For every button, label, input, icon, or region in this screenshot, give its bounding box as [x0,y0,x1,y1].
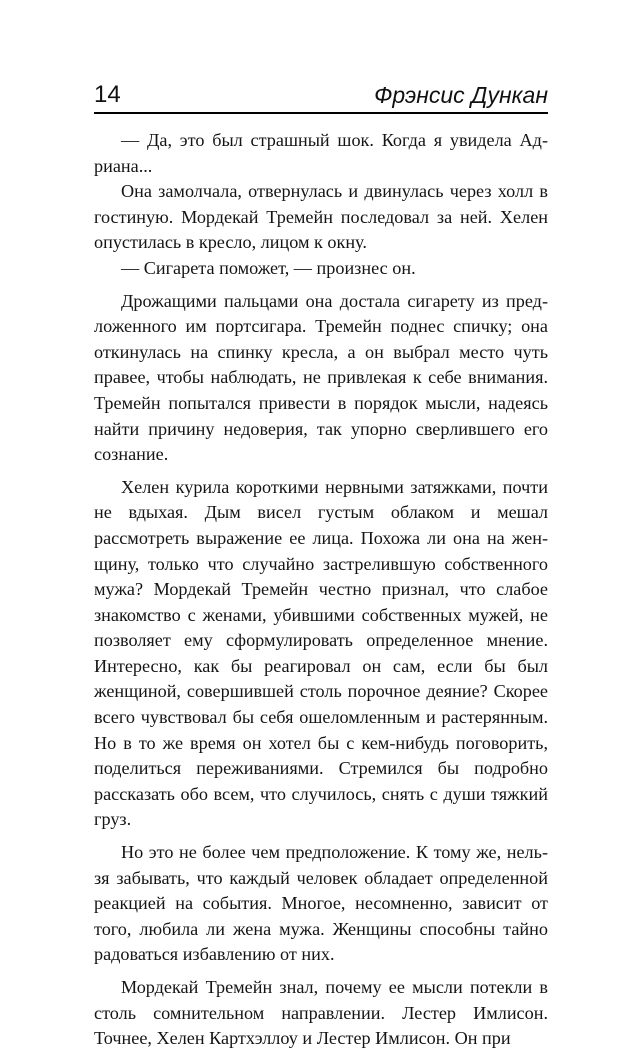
text-body [94,128,548,1052]
paragraph: Мордекай Тремейн знал, почему ее мысли потекли в столь сомнительном направлении. Лестер Имлисон. Точнее, Хелен Картхэллоу и Лестер Имлисон. Он при [94,977,548,1049]
paragraph: Она замолчала, отвернулась и двинулась через холл в гостиную. Мордекай Тремейн последовал за ней. Хелен опустилась в кресло, лицом к окну. [94,181,548,253]
page-number: 14 [94,81,121,108]
paragraph: Дрожащими пальцами она достала сигарету из предложенного им портсигара. Тремейн поднес спичку; она откинулась на спинку кресла, а он выбрал место чуть правее, чтобы наблюдать, не привлекая к себе внимания. Тремейн попытался привести в порядок мысли, надеясь найти причину недоверия, так упорно сверлившего его сознание. [94,290,548,465]
running-head [94,76,548,114]
paragraph: — Сигарета поможет, — произнес он. [121,257,416,278]
paragraph: Хелен курила короткими нервными затяжками, почти не вдыхая. Дым висел густым облаком и мешал рассмотреть выражение ее лица. Похожа ли она на женщину, только что случайно застрелившую собственного мужа? Мордекай Тремейн честно признал, что слабое знакомство с женами, убившими собственных мужей, не позволяет ему сформулировать определенное мнение. Интересно, как бы реагировал он сам, если бы был женщиной, совершившей столь порочное деяние? Скорее всего чувствовал бы себя ошеломленным и растерянным. Но в то же время он хотел бы с кем-нибудь поговорить, поделиться переживаниями. Стремился бы подробно рассказать обо всем, что случилось, снять с души тяжкий груз. [94,476,548,830]
paragraph: Но это не более чем предположение. К тому же, нельзя забывать, что каждый человек обладает определенной реакцией на события. Многое, несомненно, зависит от того, любила ли жена мужа. Женщины способны тайно радоваться избавлению от них. [94,842,548,965]
book-author: Фрэнсис Дункан [374,82,548,108]
paragraph: — Да, это был страшный шок. Когда я увидела Адриана... [94,130,548,176]
book-page [94,76,548,1052]
